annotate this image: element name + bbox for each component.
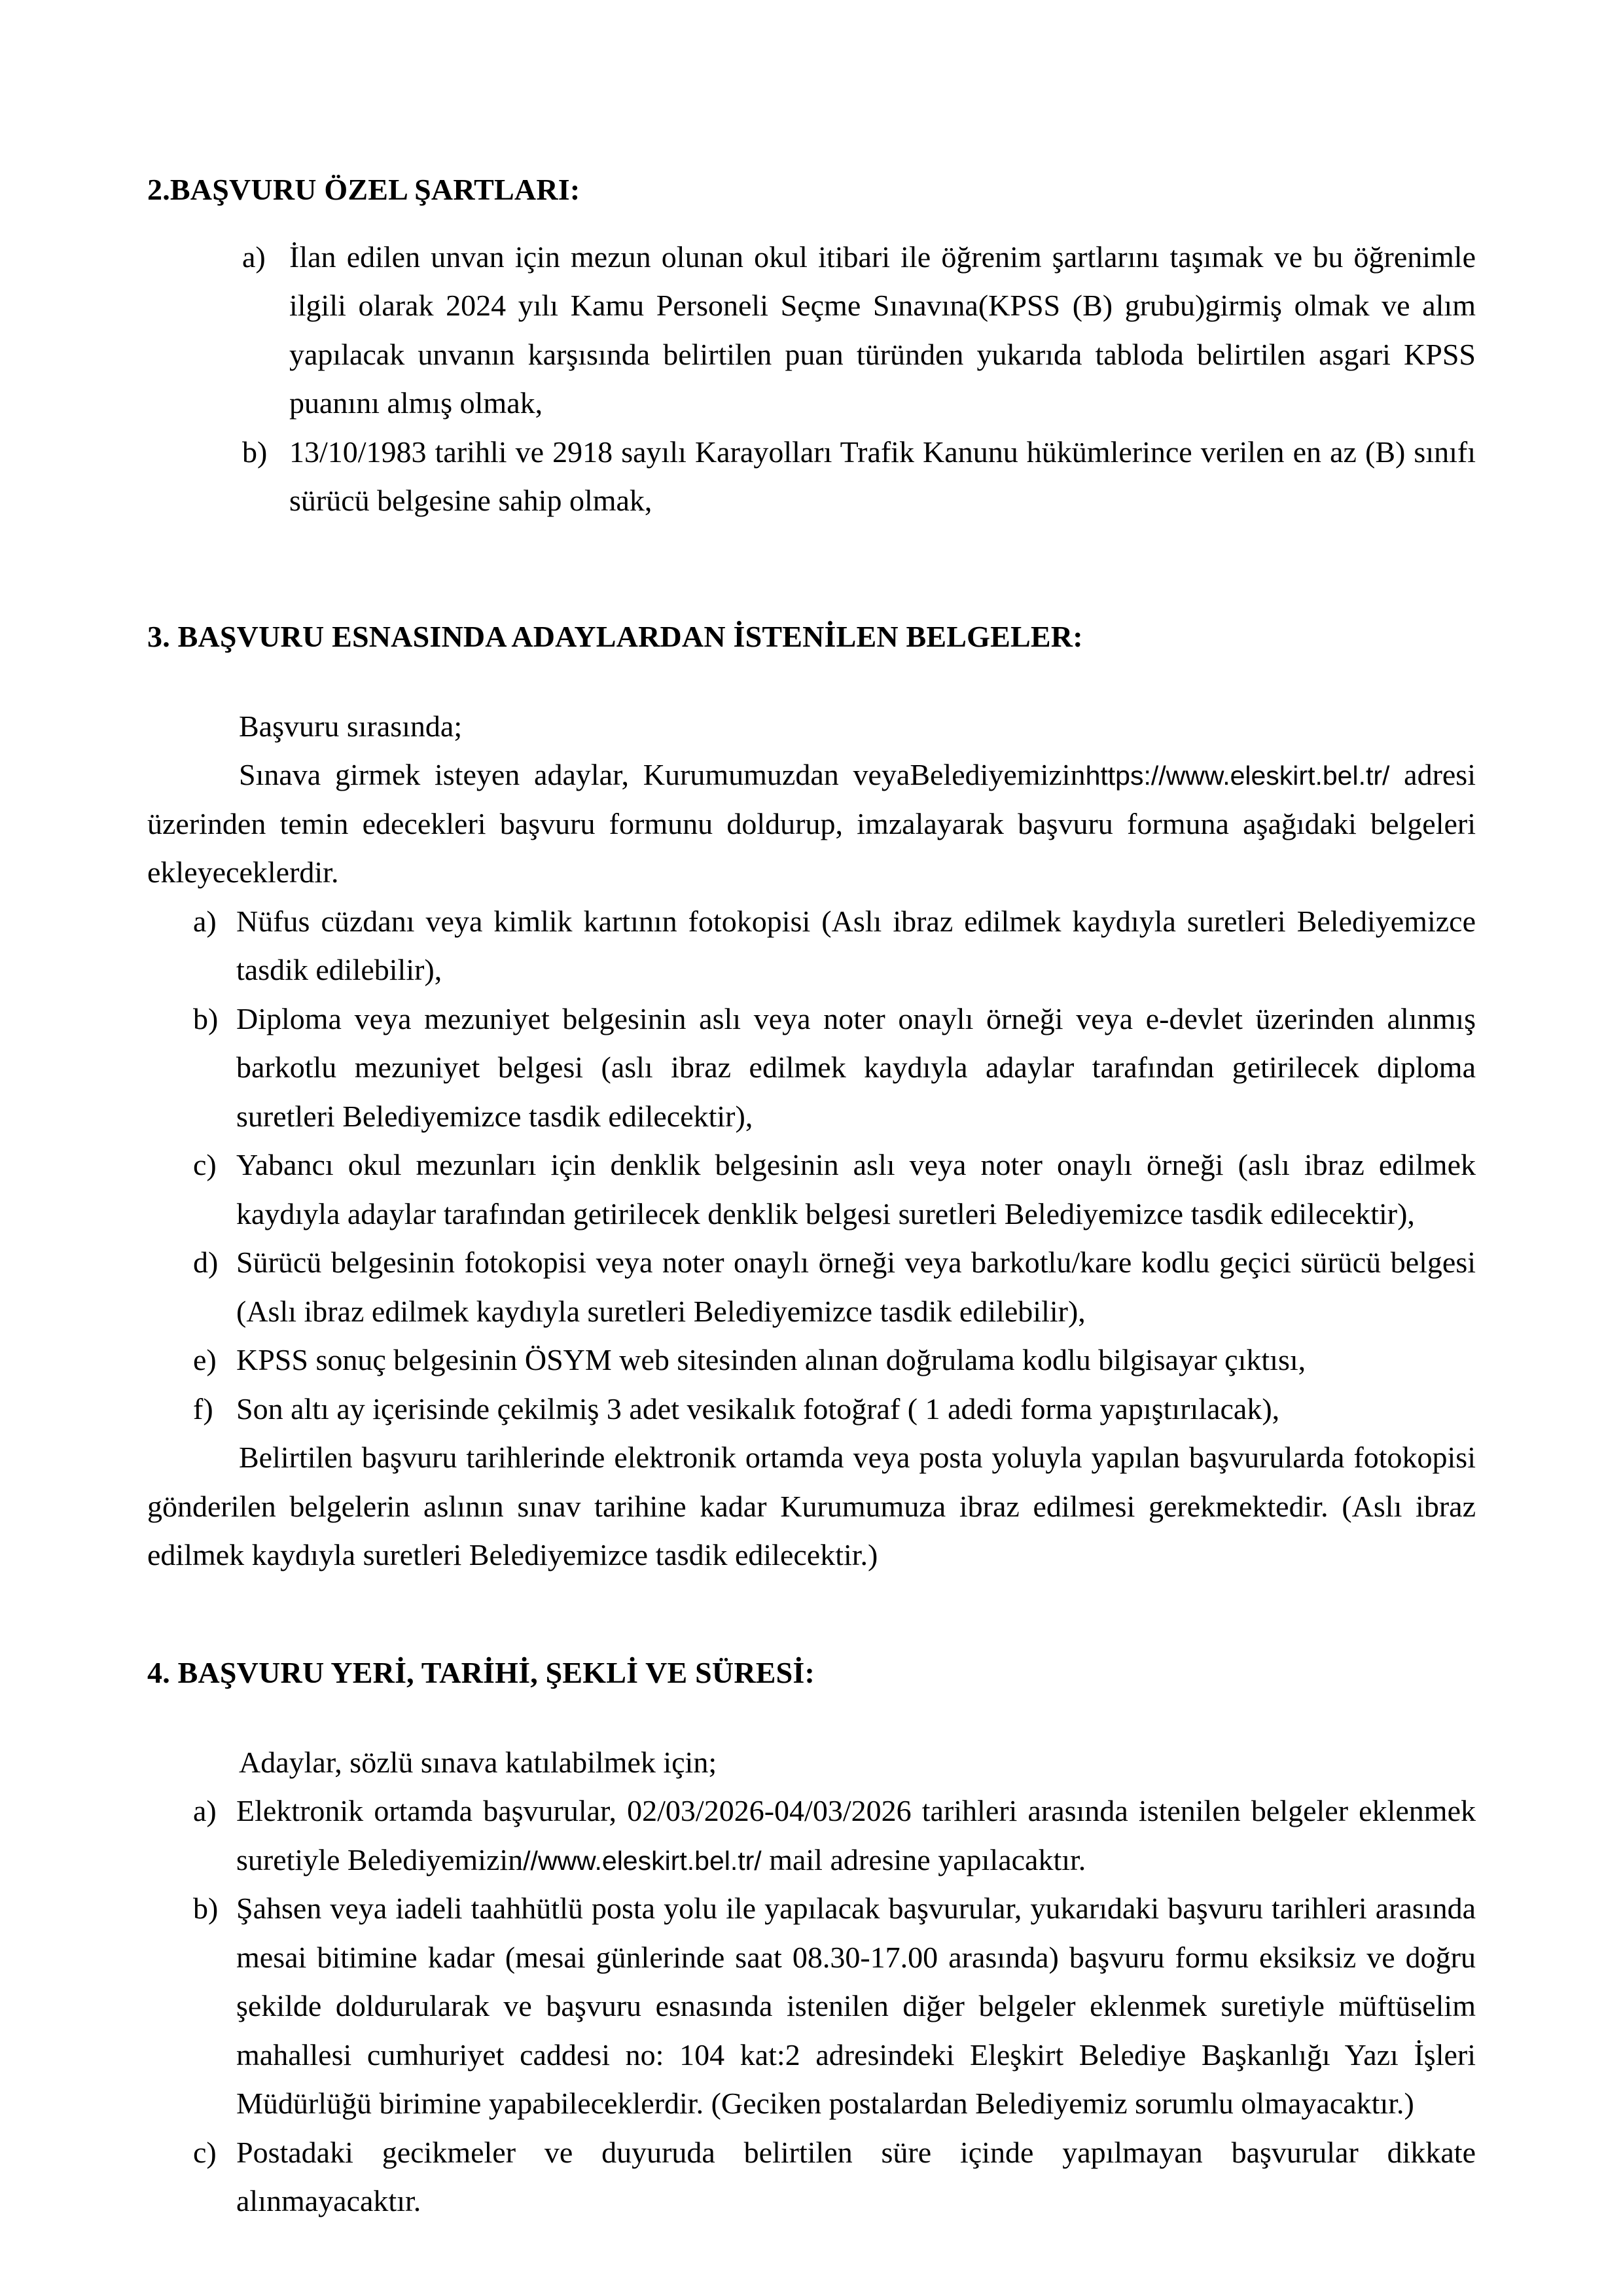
list-item xyxy=(193,995,1476,1141)
list-item xyxy=(242,233,1476,428)
section-4-heading: 4. BAŞVURU YERİ, TARİHİ, ŞEKLİ VE SÜRESİ: xyxy=(147,1655,815,1689)
list-item-text-before-url: Elektronik ortamda başvurular, 02/03/2026-04/03/2026 tarihleri arasında istenilen belgeler eklenmek suretiyle Belediyemizin xyxy=(236,1794,1476,1876)
list-item-text: Diploma veya mezuniyet belgesinin aslı veya noter onaylı örneği veya e-devlet üzerinden alınmış barkotlu mezuniyet belgesi (aslı ibraz edilmek kaydıyla adaylar tarafından getirilecek diploma suretleri Belediyemizce tasdik edilecektir), xyxy=(236,1001,1476,1133)
list-marker: c) xyxy=(193,1148,217,1182)
list-item xyxy=(193,2128,1476,2226)
intro-text-after-url: adresi üzerinden temin edecekleri başvuru formunu doldurup, imzalayarak başvuru formuna aşağıdaki belgeleri ekleyeceklerdir. xyxy=(147,758,1476,889)
list-item-text: Postadaki gecikmeler ve duyuruda belirtilen süre içinde yapılmayan başvurular dikkate alınmayacaktır. xyxy=(236,2135,1476,2218)
list-marker: a) xyxy=(193,904,217,938)
list-item xyxy=(193,1385,1476,1434)
list-marker: a) xyxy=(242,240,266,274)
list-item xyxy=(242,428,1476,526)
section-3-intro-line: Başvuru sırasında; xyxy=(239,709,463,743)
list-item-text: Şahsen veya iadeli taahhütlü posta yolu ile yapılacak başvurular, yukarıdaki başvuru tarihleri arasında mesai bitimine kadar (mesai günlerinde saat 08.30-17.00 arasında) başvuru formu eksiksiz ve doğru şekilde doldurularak ve başvuru esnasında istenilen diğer belgeler eklenmek suretiyle müftüselim mahallesi cumhuriyet caddesi no: 104 kat:2 adresindeki Eleşkirt Belediye Başkanlığı Yazı İşleri Müdürlüğü birimine yapabileceklerdir. (Geciken postalardan Belediyemiz sorumlu olmayacaktır.) xyxy=(236,1892,1476,2121)
list-item-text: Yabancı okul mezunları için denklik belgesinin aslı veya noter onaylı örneği (aslı ibraz edilmek kaydıyla adaylar tarafından getirilecek denklik belgesi suretleri Belediyemizce tasdik edilecektir), xyxy=(236,1148,1476,1230)
list-item xyxy=(193,1141,1476,1238)
section-2-list xyxy=(242,233,1476,526)
list-item-text: Nüfus cüzdanı veya kimlik kartının fotokopisi (Aslı ibraz edilmek kaydıyla suretleri Belediyemizce tasdik edilebilir), xyxy=(236,904,1476,987)
spacer xyxy=(147,209,1476,233)
list-marker: b) xyxy=(193,1892,219,1926)
document-body xyxy=(147,170,1476,2226)
list-item-text: İlan edilen unvan için mezun olunan okul itibari ile öğrenim şartlarını taşımak ve bu öğrenimle ilgili olarak 2024 yılı Kamu Personeli Seçme Sınavına(KPSS (B) grubu)girmiş olmak ve alım yapılacak unvanın karşısında belirtilen puan türünden yukarıda tabloda belirtilen asgari KPSS puanını almış olmak, xyxy=(289,240,1476,420)
list-marker: e) xyxy=(193,1343,217,1377)
spacer xyxy=(147,526,1476,617)
list-item-text-after-url: mail adresine yapılacaktır. xyxy=(761,1842,1086,1876)
list-marker: d) xyxy=(193,1246,219,1280)
eleskirt-website-url: https://www.eleskirt.bel.tr/ xyxy=(1085,761,1390,791)
list-item xyxy=(193,1238,1476,1336)
list-item xyxy=(193,897,1476,995)
list-item xyxy=(193,1884,1476,2128)
section-4-list xyxy=(193,1787,1476,2226)
list-marker: c) xyxy=(193,2135,217,2169)
list-marker: a) xyxy=(193,1794,217,1828)
list-marker: b) xyxy=(242,435,268,469)
spacer xyxy=(147,1693,1476,1738)
list-item-text: KPSS sonuç belgesinin ÖSYM web sitesinden alınan doğrulama kodlu bilgisayar çıktısı, xyxy=(236,1343,1306,1377)
spacer xyxy=(147,1580,1476,1653)
section-3-list xyxy=(193,897,1476,1434)
spacer xyxy=(147,656,1476,702)
list-marker: f) xyxy=(193,1391,213,1426)
list-item xyxy=(193,1787,1476,1884)
section-3-closing-paragraph: Belirtilen başvuru tarihlerinde elektronik ortamda veya posta yoluyla yapılan başvurularda fotokopisi gönderilen belgelerin aslının sınav tarihine kadar Kurumumuza ibraz edilmesi gerekmektedir. (Aslı ibraz edilmek kaydıyla suretleri Belediyemizce tasdik edilecektir.) xyxy=(147,1441,1476,1572)
section-2-heading: 2.BAŞVURU ÖZEL ŞARTLARI: xyxy=(147,173,580,206)
section-3-intro-paragraph xyxy=(147,751,1476,897)
list-item xyxy=(193,1336,1476,1385)
list-item-text: Son altı ay içerisinde çekilmiş 3 adet vesikalık fotoğraf ( 1 adedi forma yapıştırılacak), xyxy=(236,1391,1280,1426)
eleskirt-mail-url: //www.eleskirt.bel.tr/ xyxy=(523,1845,762,1876)
list-item-text: 13/10/1983 tarihli ve 2918 sayılı Karayolları Trafik Kanunu hükümlerince verilen en az (B) sınıfı sürücü belgesine sahip olmak, xyxy=(289,435,1476,518)
section-4-intro-line: Adaylar, sözlü sınava katılabilmek için; xyxy=(239,1745,717,1779)
intro-text-before-url: Sınava girmek isteyen adaylar, Kurumumuzdan veyaBelediyemizin xyxy=(239,758,1086,792)
list-marker: b) xyxy=(193,1001,219,1035)
list-item-text: Sürücü belgesinin fotokopisi veya noter onaylı örneği veya barkotlu/kare kodlu geçici sürücü belgesi (Aslı ibraz edilmek kaydıyla suretleri Belediyemizce tasdik edilebilir), xyxy=(236,1246,1476,1328)
section-3-heading: 3. BAŞVURU ESNASINDA ADAYLARDAN İSTENİLEN BELGELER: xyxy=(147,619,1083,653)
